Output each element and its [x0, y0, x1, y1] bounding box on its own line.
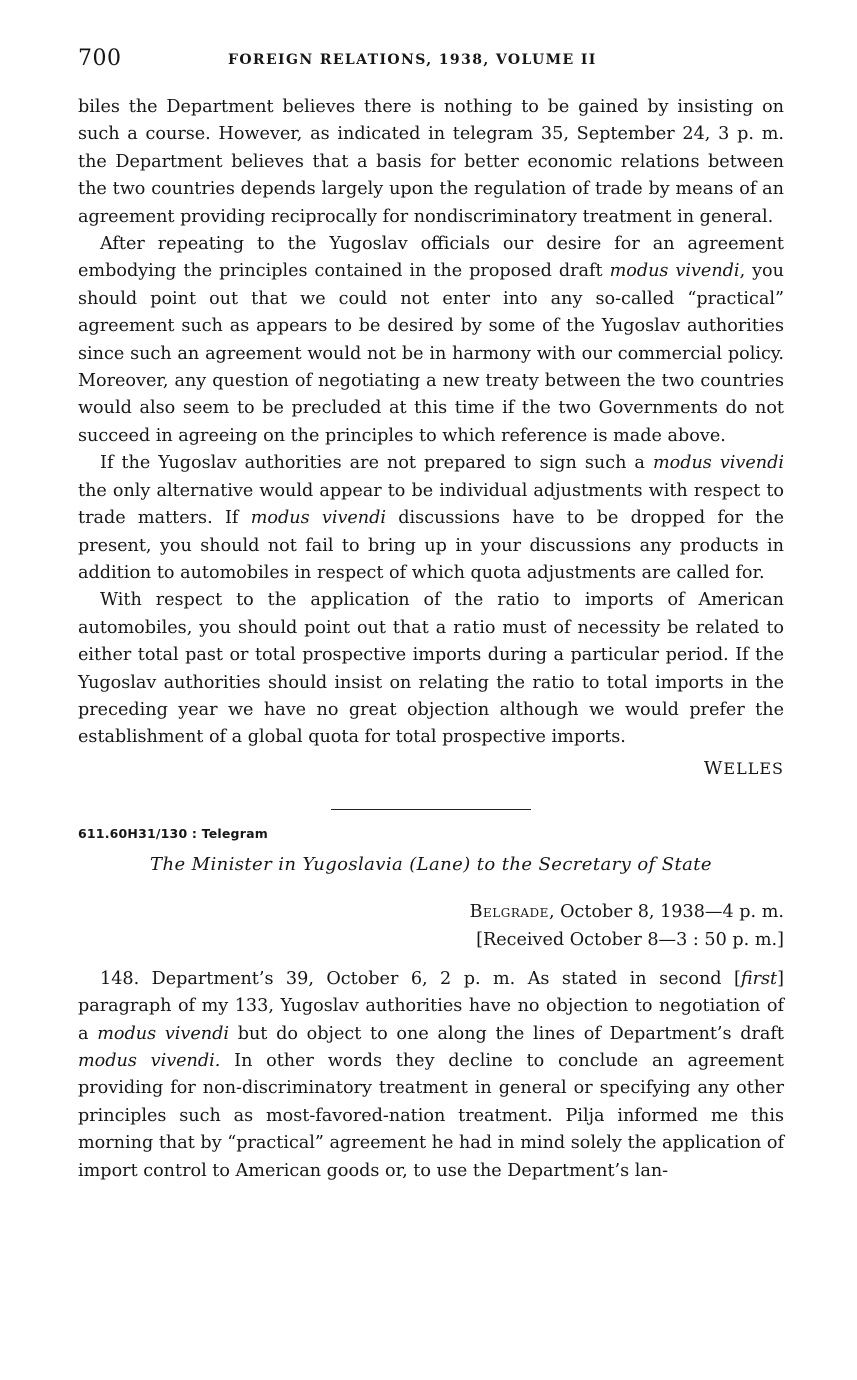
- paragraph-alternative-adjustments: [78, 450, 784, 587]
- italic-run: modus vivendi.: [78, 1050, 221, 1071]
- text-run: discussions have to be dropped for the present, you should not fail to bring up in your discussions any products in addition to automobiles in respect of which quota adjustments are called for.: [78, 508, 784, 583]
- document-page: [78, 46, 784, 1185]
- page-header: [78, 46, 784, 86]
- paragraph-telegram-148: [78, 966, 784, 1185]
- text-run: After repeating to the Yugoslav officials our desire for an agreement embodying the principles contained in the proposed draft: [78, 234, 784, 282]
- section-divider: [331, 809, 531, 810]
- italic-run: modus vivendi: [250, 508, 387, 529]
- text-run: , you should point out that we could not enter into any so-called “practical” agreement such as appears to be desired by some of the Yugoslav authorities since such an agreement would not be in harmony with our commercial policy. Moreover, any question of negotiating a new treaty between the two countries would also seem to be precluded at this time if the two Governments do not succeed in agreeing on the principles to which reference is made above.: [78, 261, 784, 446]
- paragraph-ratio-imports: With respect to the application of the ratio to imports of American automobiles, you should point out that a ratio must of necessity be related to either total past or total prospective imports during a particular period. If the Yugoslav authorities should insist on relating the ratio to total imports in the preceding year we have no great objection although we would prefer the establishment of a global quota for total prospective imports.: [78, 590, 784, 748]
- italic-run: modus vivendi: [609, 261, 740, 282]
- dateline-received: [Received October 8—3 : 50 p. m.]: [476, 929, 784, 950]
- text-run: the only alternative would appear to be individual adjustments with respect to trade matters. If: [78, 480, 784, 529]
- signature-welles: [78, 756, 784, 782]
- signature-initial: W: [703, 757, 724, 779]
- dateline-sent: [78, 898, 784, 926]
- page-number: 700: [78, 46, 122, 71]
- dateline: [78, 898, 784, 954]
- italic-run: modus vivendi: [97, 1023, 229, 1044]
- text-run: ] paragraph of my 133, Yugoslav authorities have no objection to negotiation of a: [78, 968, 784, 1044]
- dateline-date: , October 8, 1938—4 p. m.: [548, 901, 784, 922]
- italic-run: first: [740, 968, 778, 989]
- text-run: but do object to one along the lines of Department’s draft: [228, 1023, 784, 1044]
- text-run: In other words they decline to conclude an agreement providing for non-discriminatory treatment in general or specifying any other principles such as most-favored-nation treatment. Pilja informed me this morning that by “practical” agreement he had in mind solely the application of import control to American goods or, to use the Department’s lan-: [78, 1050, 784, 1181]
- text-run: If the Yugoslav authorities are not prepared to sign such a: [100, 453, 653, 474]
- document-title: The Minister in Yugoslavia (Lane) to the Secretary of State: [150, 853, 712, 875]
- italic-run: modus vivendi: [652, 453, 784, 474]
- text-run: 148. Department’s 39, October 6, 2 p. m. As stated in second [: [100, 968, 741, 989]
- signature-rest: ELLES: [723, 758, 784, 778]
- dateline-place: Belgrade: [469, 901, 549, 922]
- file-reference: 611.60H31/130 : Telegram: [78, 825, 268, 841]
- running-head: FOREIGN RELATIONS, 1938, VOLUME II: [228, 52, 597, 68]
- paragraph-continuation: biles the Department believes there is nothing to be gained by insisting on such a course. However, as indicated in telegram 35, September 24, 3 p. m. the Department believes that a basis for better economic relations between the two countries depends largely upon the regulation of trade by means of an agreement providing reciprocally for nondiscriminatory treatment in general.: [78, 97, 784, 227]
- paragraph-modus-vivendi-desire: [78, 231, 784, 450]
